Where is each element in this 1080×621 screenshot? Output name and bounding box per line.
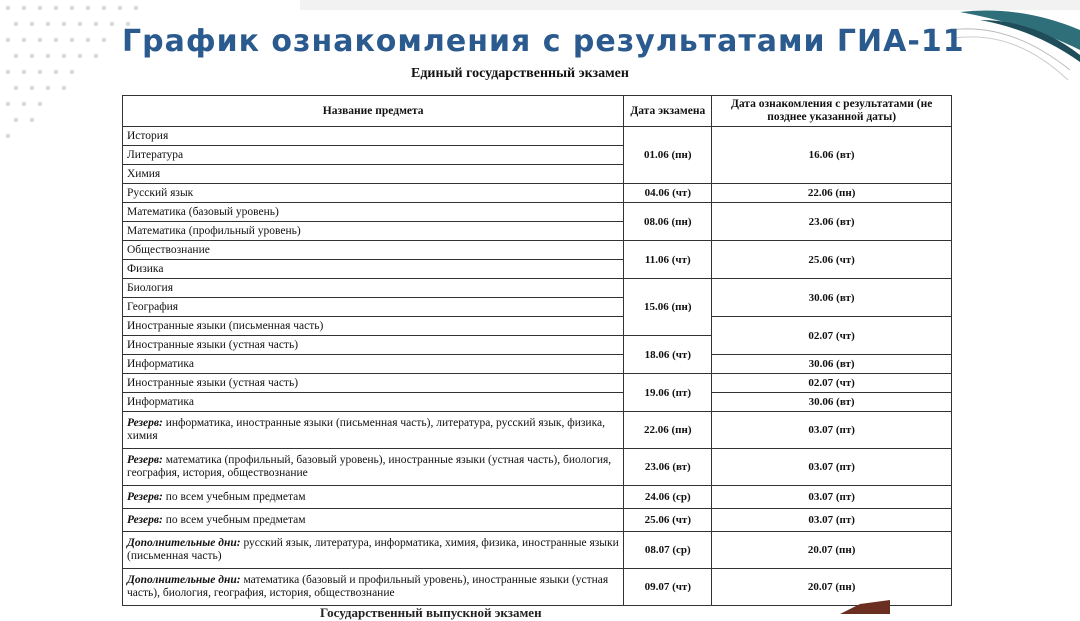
results-date-cell: 03.07 (пт) (712, 509, 952, 532)
decor-dot (30, 118, 34, 122)
results-date-cell: 02.07 (чт) (712, 317, 952, 355)
exam-date-cell: 11.06 (чт) (624, 241, 712, 279)
exam-date-cell: 22.06 (пн) (624, 412, 712, 449)
reserve-text: по всем учебным предметам (165, 513, 306, 526)
decor-dot (94, 22, 98, 26)
decor-dot (14, 54, 18, 58)
table-row-reserve (123, 412, 952, 449)
results-date-cell: 30.06 (вт) (712, 393, 952, 412)
decor-dot (110, 22, 114, 26)
exam-date-cell: 23.06 (вт) (624, 449, 712, 486)
subject-cell: Иностранные языки (устная часть) (123, 374, 624, 393)
exam-date-cell: 08.06 (пн) (624, 203, 712, 241)
additional-subject-cell (123, 532, 624, 569)
subject-cell: Химия (123, 165, 624, 184)
decor-dot (38, 6, 42, 10)
decor-dot (78, 22, 82, 26)
exam-date-cell: 08.07 (ср) (624, 532, 712, 569)
reserve-subject-cell (123, 412, 624, 449)
table-row (123, 355, 952, 374)
subject-cell: Русский язык (123, 184, 624, 203)
subject-cell: Математика (базовый уровень) (123, 203, 624, 222)
decor-dot (14, 22, 18, 26)
decor-dot (102, 6, 106, 10)
decor-dot (6, 38, 10, 42)
table-row (123, 317, 952, 336)
decor-dot (30, 86, 34, 90)
table-row (123, 203, 952, 222)
table-row-additional (123, 569, 952, 606)
exam-date-cell: 04.06 (чт) (624, 184, 712, 203)
decor-dot (86, 38, 90, 42)
next-section-heading: Государственный выпускной экзамен (320, 605, 542, 620)
additional-label: Дополнительные дни: (127, 537, 241, 549)
results-date-cell: 20.07 (пн) (712, 569, 952, 606)
results-date-cell: 02.07 (чт) (712, 374, 952, 393)
table-row-reserve (123, 509, 952, 532)
additional-text: русский язык, литература, информатика, химия, физика, иностранные языки (письменная часть) (127, 537, 619, 562)
exam-date-cell: 15.06 (пн) (624, 279, 712, 336)
table-row (123, 374, 952, 393)
results-date-cell: 16.06 (вт) (712, 127, 952, 184)
exam-date-cell: 18.06 (чт) (624, 336, 712, 374)
subject-cell: Литература (123, 146, 624, 165)
reserve-label: Резерв: (127, 417, 163, 429)
decor-dot (30, 22, 34, 26)
header-subject: Название предмета (123, 96, 624, 127)
results-date-cell: 23.06 (вт) (712, 203, 952, 241)
decor-dot (62, 54, 66, 58)
decor-dot (78, 54, 82, 58)
table-row (123, 127, 952, 146)
decor-dot (14, 118, 18, 122)
additional-subject-cell (123, 569, 624, 606)
table-row (123, 393, 952, 412)
subject-cell: Иностранные языки (письменная часть) (123, 317, 624, 336)
subject-cell: История (123, 127, 624, 146)
results-date-cell: 03.07 (пт) (712, 449, 952, 486)
subject-cell: Информатика (123, 355, 624, 374)
reserve-text: информатика, иностранные языки (письменная часть), литература, русский язык, физика, химия (127, 417, 605, 442)
decor-dot (14, 86, 18, 90)
subject-cell: Физика (123, 260, 624, 279)
decor-dot (54, 38, 58, 42)
decor-dot (70, 6, 74, 10)
decor-dot (30, 54, 34, 58)
reserve-label: Резерв: (127, 454, 163, 466)
exam-date-cell: 25.06 (чт) (624, 509, 712, 532)
reserve-text: по всем учебным предметам (165, 490, 306, 503)
additional-label: Дополнительные дни: (127, 574, 241, 586)
reserve-subject-cell (123, 486, 624, 509)
table-row (123, 184, 952, 203)
decor-dot (6, 134, 10, 138)
decor-dot (70, 38, 74, 42)
decor-dot (54, 6, 58, 10)
decor-dot (102, 38, 106, 42)
subject-cell: Информатика (123, 393, 624, 412)
decor-dot (46, 54, 50, 58)
reserve-text: математика (профильный, базовый уровень), иностранные языки (устная часть), биология, география, история, обществознание (127, 454, 612, 479)
corner-decoration (840, 600, 890, 614)
header-results-date: Дата ознакомления с результатами (не позднее указанной даты) (712, 96, 952, 127)
results-date-cell: 03.07 (пт) (712, 412, 952, 449)
header-exam-date: Дата экзамена (624, 96, 712, 127)
subject-cell: Иностранные языки (устная часть) (123, 336, 624, 355)
reserve-subject-cell (123, 509, 624, 532)
decor-dot (46, 86, 50, 90)
results-date-cell: 30.06 (вт) (712, 355, 952, 374)
decor-dot (134, 6, 138, 10)
decor-dot (62, 86, 66, 90)
table-header-row (123, 96, 952, 127)
exam-date-cell: 24.06 (ср) (624, 486, 712, 509)
schedule-table (122, 95, 952, 606)
decor-dot (6, 6, 10, 10)
decor-dot (62, 22, 66, 26)
reserve-label: Резерв: (127, 513, 163, 526)
decor-dot (118, 6, 122, 10)
decor-dot (22, 102, 26, 106)
subject-cell: География (123, 298, 624, 317)
exam-date-cell: 19.06 (пт) (624, 374, 712, 412)
decor-dot (38, 38, 42, 42)
subject-cell: Обществознание (123, 241, 624, 260)
additional-text: математика (базовый и профильный уровень), иностранные языки (устная часть), биология, география, история, обществознание (127, 574, 609, 599)
results-date-cell: 30.06 (вт) (712, 279, 952, 317)
reserve-subject-cell (123, 449, 624, 486)
decor-dot (94, 54, 98, 58)
decor-dot (6, 102, 10, 106)
subject-cell: Биология (123, 279, 624, 298)
exam-date-cell: 09.07 (чт) (624, 569, 712, 606)
results-date-cell: 25.06 (чт) (712, 241, 952, 279)
results-date-cell: 03.07 (пт) (712, 486, 952, 509)
decor-dot (22, 38, 26, 42)
reserve-label: Резерв: (127, 490, 163, 503)
table-row (123, 241, 952, 260)
page-title: График ознакомления с результатами ГИА-11 (122, 24, 965, 59)
decor-dot (46, 22, 50, 26)
results-date-cell: 22.06 (пн) (712, 184, 952, 203)
page-subtitle: Единый государственный экзамен (411, 66, 629, 81)
table-row-reserve (123, 486, 952, 509)
table-row (123, 279, 952, 298)
decor-dot (22, 6, 26, 10)
table-row-reserve (123, 449, 952, 486)
decor-dot (86, 6, 90, 10)
exam-date-cell: 01.06 (пн) (624, 127, 712, 184)
table-row-additional (123, 532, 952, 569)
results-date-cell: 20.07 (пн) (712, 532, 952, 569)
decor-dot (38, 102, 42, 106)
subject-cell: Математика (профильный уровень) (123, 222, 624, 241)
